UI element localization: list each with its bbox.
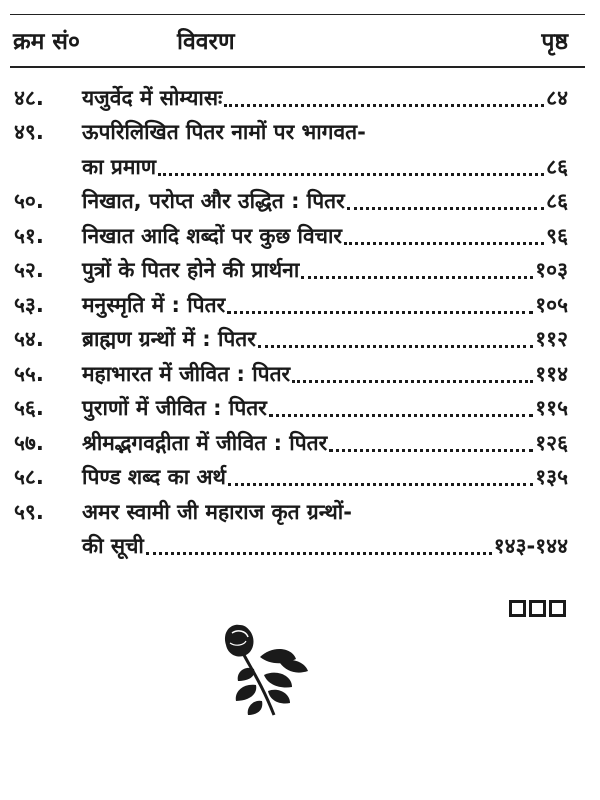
toc-line [0,458,600,493]
entry-page: १२६ [535,430,568,455]
toc-line [0,527,600,562]
entry-page: ९६ [546,223,568,248]
entry-title: अमर स्वामी जी महाराज कृत ग्रन्थों- [82,499,352,524]
toc-entry [0,423,600,458]
entry-number: ५८. [14,465,44,489]
header-rule [10,66,585,68]
entry-title: का प्रमाण [82,154,157,179]
toc-entry [0,320,600,355]
dot-leader [347,185,544,210]
toc-entry [0,354,600,389]
toc-line [0,320,600,355]
entry-page: ८६ [546,154,568,179]
entry-title: की सूची [82,534,144,558]
header-description: विवरण [177,29,235,55]
entry-page: ११२ [535,327,568,351]
entry-page: १४३-१४४ [493,534,568,558]
toc-line [0,147,600,182]
toc-line [0,182,600,217]
toc-list [0,78,600,561]
toc-entry [0,492,600,561]
entry-number: ५६. [14,396,44,420]
entry-number: ४८. [14,85,44,110]
toc-entry [0,113,600,182]
toc-line [0,113,600,148]
end-mark-box [549,600,566,617]
dot-leader [258,323,533,348]
entry-title: मनुस्मृति में : पितर [82,292,226,317]
toc-entry [0,78,600,113]
entry-title: श्रीमद्भगवद्गीता में जीवित : पितर [82,430,328,455]
entry-number: ५९. [14,499,44,524]
entry-number: ५४. [14,327,44,351]
toc-entry [0,389,600,424]
entry-page: १०५ [535,292,568,317]
entry-title: यजुर्वेद में सोम्यासः [82,85,223,110]
toc-entry [0,251,600,286]
entry-page: ८४ [546,85,568,110]
end-mark-box [509,600,526,617]
entry-title: निखात आदि शब्दों पर कुछ विचार [82,223,342,248]
toc-line [0,251,600,286]
entry-page: १०३ [535,258,568,282]
toc-entry [0,216,600,251]
entry-number: ५५. [14,361,44,386]
entry-title: ऊपरिलिखित पितर नामों पर भागवत- [82,120,366,144]
entry-page: ८६ [546,189,568,213]
toc-entry [0,285,600,320]
dot-leader [224,82,544,107]
dot-leader [344,220,544,245]
entry-title: पुराणों में जीवित : पितर [82,396,267,420]
rose-icon [200,615,330,725]
toc-line [0,216,600,251]
toc-header [0,24,600,56]
entry-title: पुत्रों के पितर होने की प्रार्थना [82,258,300,282]
dot-leader [329,427,533,452]
entry-number: ५७. [14,430,44,455]
dot-leader [227,289,533,314]
entry-page: ११५ [535,396,568,420]
entry-number: ५२. [14,258,44,282]
entry-title: पिण्ड शब्द का अर्थ [82,465,226,489]
entry-number: ४९. [14,120,44,144]
toc-entry [0,458,600,493]
top-rule [10,14,585,15]
toc-line [0,423,600,458]
dot-leader [158,151,544,176]
dot-leader [301,254,533,279]
toc-line [0,492,600,527]
dot-leader [292,358,533,383]
end-mark-box [529,600,546,617]
dot-leader [228,461,533,486]
toc-line [0,285,600,320]
header-page: पृष्ठ [541,29,568,55]
entry-page: ११४ [535,361,568,386]
entry-title: ब्राह्मण ग्रन्थों में : पितर [82,327,256,351]
entry-page: १३५ [535,465,568,489]
entry-title: महाभारत में जीवित : पितर [82,361,291,386]
toc-entry [0,182,600,217]
entry-number: ५३. [14,292,44,317]
entry-title: निखात, परोप्त और उद्धित : पितर [82,189,345,213]
toc-line [0,78,600,113]
toc-line [0,389,600,424]
entry-number: ५०. [14,189,44,213]
dot-leader [269,392,533,417]
header-serial: क्रम सं० [13,29,80,55]
entry-number: ५१. [14,223,44,248]
dot-leader [146,530,492,555]
end-marks [509,600,566,617]
toc-line [0,354,600,389]
